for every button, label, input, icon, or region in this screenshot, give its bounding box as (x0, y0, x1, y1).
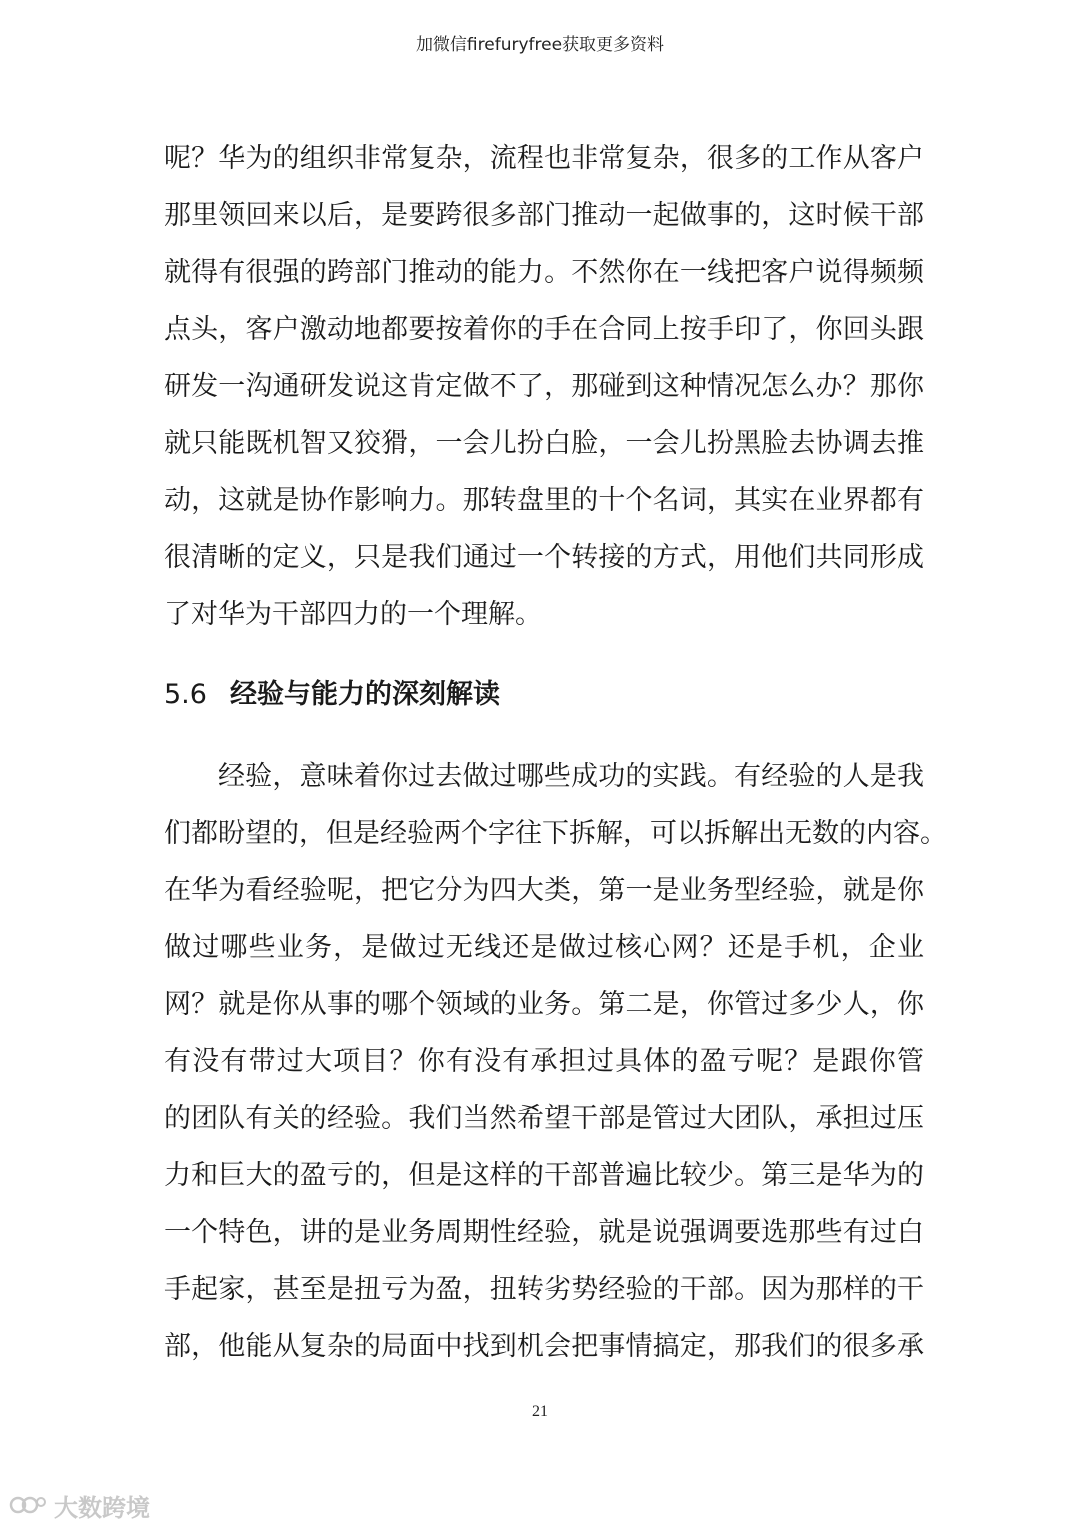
text-line: 很清晰的定义，只是我们通过一个转接的方式，用他们共同形成 (164, 542, 924, 573)
text-line: 做过哪些业务，是做过无线还是做过核心网？还是手机，企业 (164, 932, 924, 963)
text-line: 手起家，甚至是扭亏为盈，扭转劣势经验的干部。因为那样的干 (164, 1274, 924, 1305)
section-heading (164, 676, 500, 714)
text-line: 一个特色，讲的是业务周期性经验，就是说强调要选那些有过白 (164, 1217, 924, 1248)
text-line: 呢？华为的组织非常复杂，流程也非常复杂，很多的工作从客户 (164, 143, 924, 174)
watermark (8, 1489, 150, 1521)
text-line: 力和巨大的盈亏的，但是这样的干部普遍比较少。第三是华为的 (164, 1160, 924, 1191)
text-line: 那里领回来以后，是要跨很多部门推动一起做事的，这时候干部 (164, 200, 924, 231)
text-line: 研发一沟通研发说这肯定做不了，那碰到这种情况怎么办？那你 (164, 371, 924, 402)
text-line: 就只能既机智又狡猾，一会儿扮白脸，一会儿扮黑脸去协调去推 (164, 428, 924, 459)
page-header: 加微信firefuryfree获取更多资料 (415, 35, 665, 55)
text-line: 了对华为干部四力的一个理解。 (164, 599, 542, 630)
text-line: 有没有带过大项目？你有没有承担过具体的盈亏呢？是跟你管 (164, 1046, 924, 1077)
text-line: 网？就是你从事的哪个领域的业务。第二是，你管过多少人，你 (164, 989, 924, 1020)
text-line: 就得有很强的跨部门推动的能力。不然你在一线把客户说得频频 (164, 257, 924, 288)
page-number: 21 (532, 1403, 548, 1420)
text-line: 点头，客户激动地都要按着你的手在合同上按手印了，你回头跟 (164, 314, 924, 345)
text-line: 部，他能从复杂的局面中找到机会把事情搞定，那我们的很多承 (164, 1331, 924, 1362)
section-number: 5.6 (164, 679, 207, 710)
watermark-text: 大数跨境 (54, 1493, 150, 1522)
text-line: 们都盼望的，但是经验两个字往下拆解，可以拆解出无数的内容。 (164, 818, 947, 849)
text-line: 在华为看经验呢，把它分为四大类，第一是业务型经验，就是你 (164, 875, 924, 906)
text-line: 的团队有关的经验。我们当然希望干部是管过大团队，承担过压 (164, 1103, 924, 1134)
text-line: 经验，意味着你过去做过哪些成功的实践。有经验的人是我 (218, 761, 924, 792)
section-title: 经验与能力的深刻解读 (230, 679, 500, 710)
logo-icon (8, 1493, 48, 1517)
text-line: 动，这就是协作影响力。那转盘里的十个名词，其实在业界都有 (164, 485, 924, 516)
